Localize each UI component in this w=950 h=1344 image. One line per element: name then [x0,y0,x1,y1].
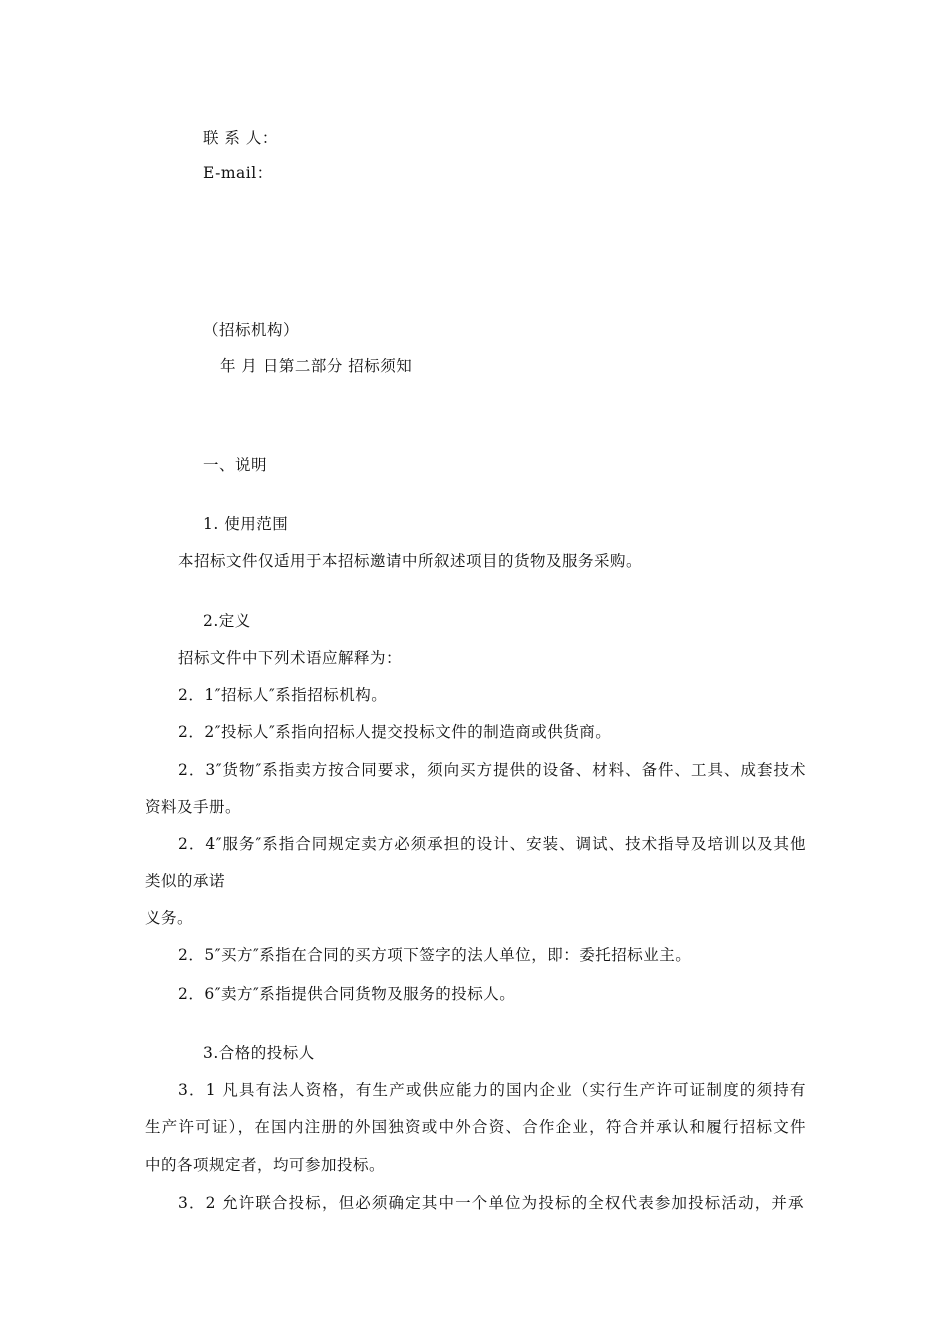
definition-2-6: 2．6″卖方″系指提供合同货物及服务的投标人。 [178,985,516,1003]
definition-2-4-line2: 类似的承诺 [145,872,226,890]
definition-2-5: 2．5″买方″系指在合同的买方项下签字的法人单位，即：委托招标业主。 [178,946,692,964]
item-title-scope: 1. 使用范围 [203,515,289,533]
date-and-part-heading: 年 月 日第二部分 招标须知 [220,357,413,375]
email-label: E-mail： [203,164,273,182]
definition-2-4-line1: 2．4″服务″系指合同规定卖方必须承担的设计、安装、调试、技术指导及培训以及其他 [178,835,806,853]
paragraph-definitions-intro: 招标文件中下列术语应解释为： [178,649,403,667]
paragraph-scope: 本招标文件仅适用于本招标邀请中所叙述项目的货物及服务采购。 [178,552,643,570]
qualification-3-1-line2: 生产许可证），在国内注册的外国独资或中外合资、合作企业，符合并承认和履行招标文件 [145,1118,806,1136]
definition-2-2: 2．2″投标人″系指向招标人提交投标文件的制造商或供货商。 [178,723,612,741]
section-heading: 一、说明 [203,456,268,474]
definition-2-3-line2: 资料及手册。 [145,798,242,816]
item-title-definitions: 2.定义 [203,612,251,630]
qualification-3-2-line1: 3．2 允许联合投标，但必须确定其中一个单位为投标的全权代表参加投标活动，并承 [178,1194,804,1212]
item-title-qualified-bidders: 3.合格的投标人 [203,1044,315,1062]
qualification-3-1-line3: 中的各项规定者，均可参加投标。 [145,1156,386,1174]
definition-2-4-line3: 义务。 [145,909,194,927]
definition-2-1: 2．1″招标人″系指招标机构。 [178,686,388,704]
qualification-3-1-line1: 3．1 凡具有法人资格，有生产或供应能力的国内企业（实行生产许可证制度的须持有 [178,1081,806,1099]
contact-person-label: 联 系 人： [203,129,278,147]
definition-2-3-line1: 2．3″货物″系指卖方按合同要求，须向买方提供的设备、材料、备件、工具、成套技术 [178,761,806,779]
agency-name: （招标机构） [203,321,300,339]
